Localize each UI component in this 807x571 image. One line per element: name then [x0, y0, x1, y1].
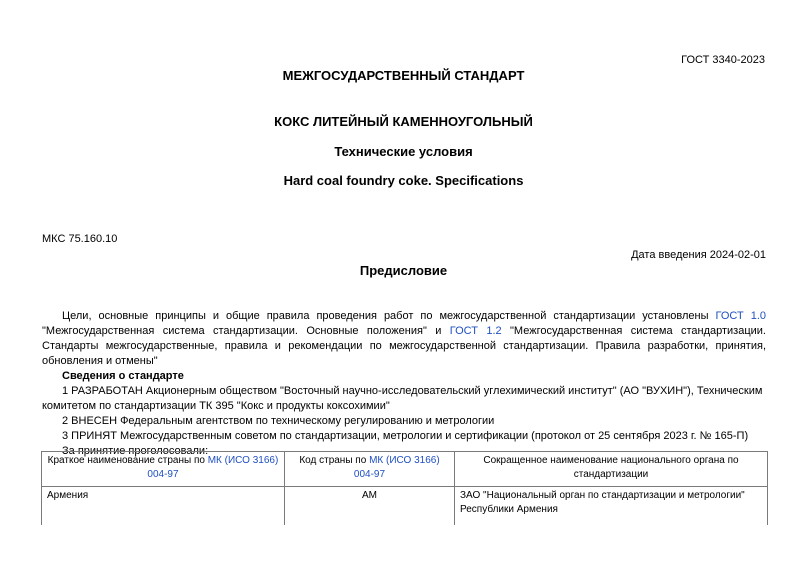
- table-row: [42, 487, 768, 530]
- item-developed: 1 РАЗРАБОТАН Акционерным обществом "Восточный научно-исследовательский углехимический институт" (АО "ВУХИН"), Техническим: [62, 385, 763, 397]
- header-text: Краткое наименование страны по: [47, 455, 208, 466]
- gost-1-0-link[interactable]: ГОСТ 1.0: [715, 310, 766, 322]
- introduction-date: Дата введения 2024-02-01: [631, 249, 766, 261]
- header-standards-body: Сокращенное наименование национального органа по стандартизации: [455, 452, 768, 487]
- voted-label: За принятие проголосовали:: [62, 445, 209, 457]
- header-text: Код страны по: [299, 455, 370, 466]
- page-cutoff: [0, 525, 807, 571]
- item-introduced: 2 ВНЕСЕН Федеральным агентством по техническому регулированию и метрологии: [62, 415, 495, 427]
- standard-type: МЕЖГОСУДАРСТВЕННЫЙ СТАНДАРТ: [282, 68, 525, 83]
- standard-number: ГОСТ 3340-2023: [681, 54, 765, 66]
- iso-3166-link[interactable]: МК (ИСО 3166) 004-97: [353, 455, 440, 480]
- cell-org: [455, 487, 768, 530]
- voting-table: [41, 451, 768, 530]
- item-adopted: 3 ПРИНЯТ Межгосударственным советом по стандартизации, метрологии и сертификации (протокол от 25 сентября 2023 г. № 165-П): [62, 430, 749, 442]
- foreword-body: [42, 309, 766, 459]
- paragraph-text: "Межгосударственная система стандартизации. Стандарты межгосударственные, правила и рекомендации по межгосударственной стандартизации. Правила разработки, принятия, обновления и отмены": [42, 325, 766, 367]
- table-header-row: [42, 452, 768, 487]
- document-title: КОКС ЛИТЕЙНЫЙ КАМЕННОУГОЛЬНЫЙ: [274, 114, 533, 129]
- foreword-paragraph: [42, 309, 766, 369]
- org-name-line: ЗАО "Национальный орган по стандартизации и метрологии": [460, 490, 745, 501]
- foreword-title: Предисловие: [359, 263, 448, 278]
- mks-code: МКС 75.160.10: [42, 233, 118, 245]
- item-developed-continued: комитетом по стандартизации ТК 395 "Кокс и продукты коксохимии": [42, 400, 390, 412]
- header-country-name: [42, 452, 285, 487]
- gost-1-2-link[interactable]: ГОСТ 1.2: [449, 325, 502, 337]
- document-title-english: Hard coal foundry coke. Specifications: [283, 173, 524, 188]
- paragraph-text: Цели, основные принципы и общие правила проведения работ по межгосударственной стандартизации установлены: [62, 310, 716, 322]
- cell-code: AM: [285, 487, 455, 530]
- cell-country: Армения: [42, 487, 285, 530]
- iso-3166-link[interactable]: МК (ИСО 3166) 004-97: [147, 455, 279, 480]
- org-name-line: Республики Армения: [460, 504, 558, 515]
- document-subtitle: Технические условия: [334, 144, 473, 159]
- header-country-code: [285, 452, 455, 487]
- paragraph-text: "Межгосударственная система стандартизации. Основные положения" и: [42, 325, 450, 337]
- standard-info-heading: Сведения о стандарте: [62, 370, 184, 382]
